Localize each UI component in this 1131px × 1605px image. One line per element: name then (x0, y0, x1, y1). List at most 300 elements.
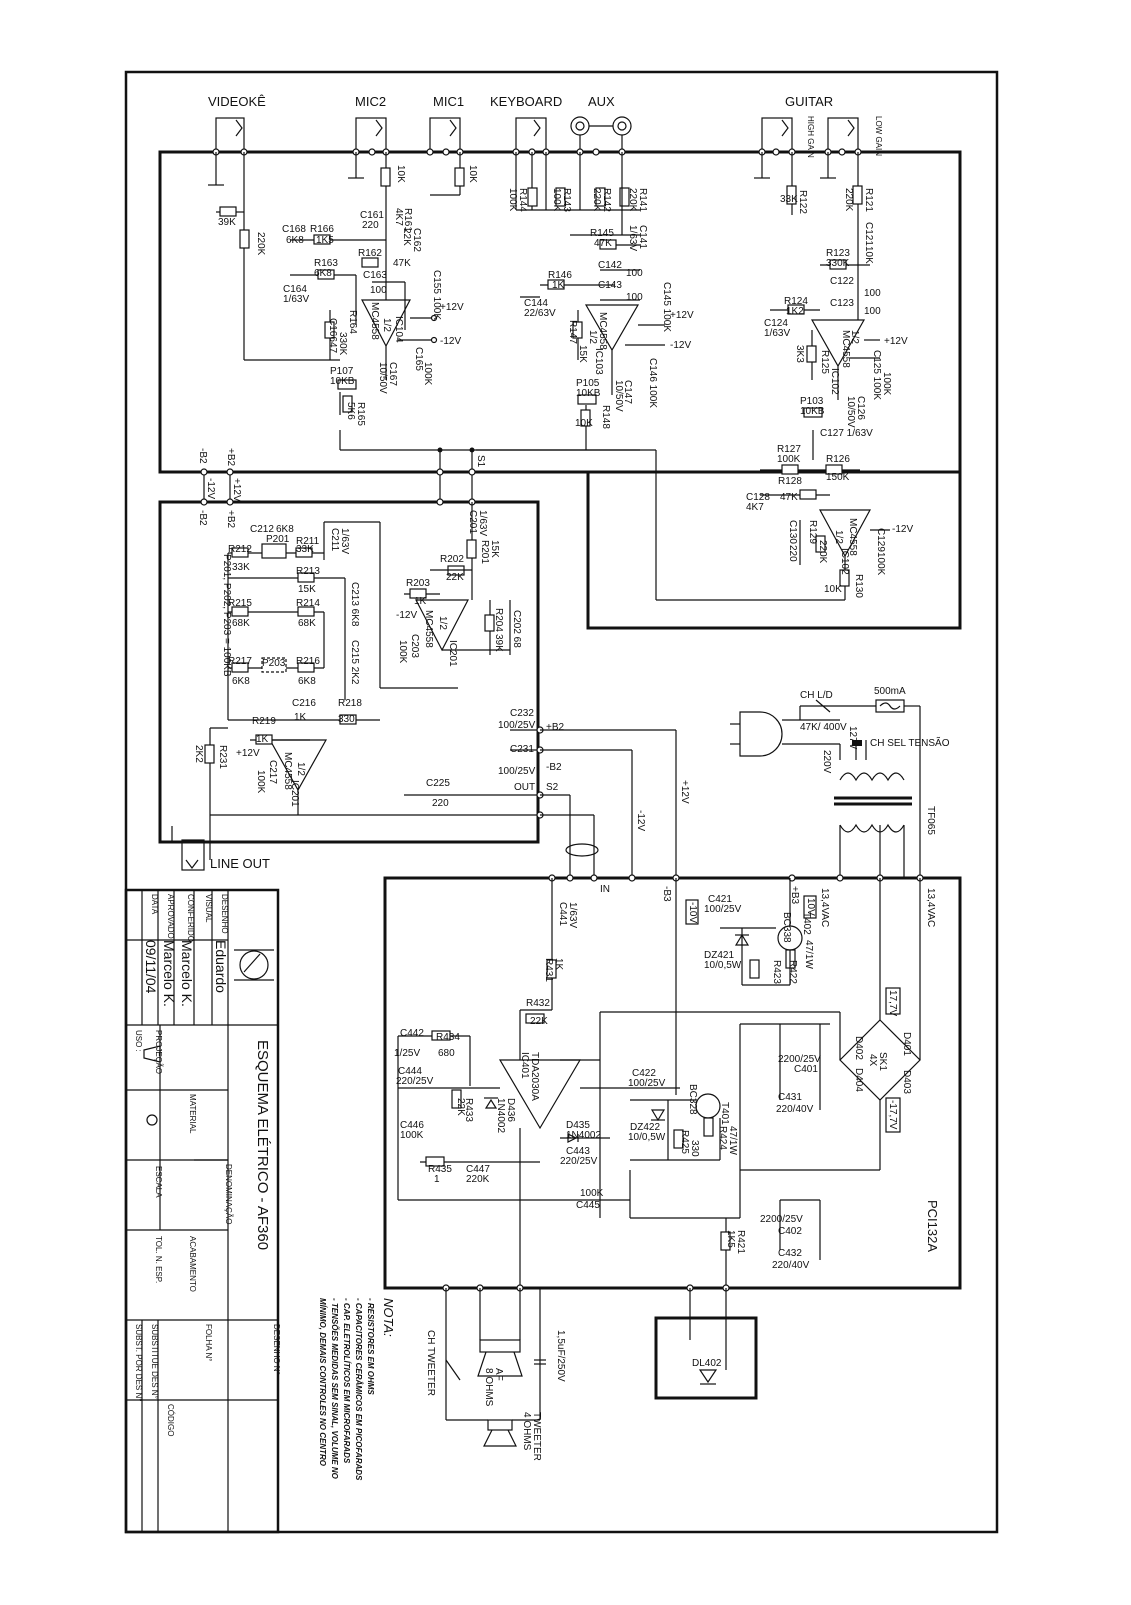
svg-text:8 OHMS: 8 OHMS (483, 1368, 494, 1407)
svg-text:IN: IN (600, 884, 610, 895)
svg-text:15K: 15K (489, 540, 500, 558)
svg-text:330: 330 (338, 714, 355, 725)
svg-text:R128: R128 (778, 476, 802, 487)
svg-text:680: 680 (438, 1048, 455, 1059)
svg-text:1K: 1K (552, 280, 565, 291)
svg-text:DESENHO: DESENHO (220, 894, 229, 934)
svg-text:100K: 100K (507, 188, 518, 212)
svg-text:+12V: +12V (236, 748, 260, 759)
svg-text:500mA: 500mA (874, 686, 906, 697)
svg-text:220: 220 (362, 220, 379, 231)
svg-text:33K: 33K (296, 544, 314, 555)
svg-text:10KB: 10KB (576, 388, 601, 399)
svg-text:1/2: 1/2 (437, 616, 448, 630)
svg-text:R161: R161 (402, 208, 413, 232)
svg-text:R146: R146 (548, 270, 572, 281)
svg-text:ACABAMENTO: ACABAMENTO (188, 1236, 197, 1292)
svg-text:-12V: -12V (205, 478, 216, 500)
svg-text:100: 100 (626, 292, 643, 303)
svg-text:R422: R422 (787, 960, 798, 984)
svg-text:C232: C232 (510, 708, 534, 719)
svg-text:C122: C122 (830, 276, 854, 287)
svg-text:R435: R435 (428, 1164, 452, 1175)
svg-text:C203: C203 (409, 634, 420, 658)
svg-text:22K: 22K (446, 572, 464, 583)
svg-text:R127: R127 (777, 444, 801, 455)
svg-text:4K7: 4K7 (393, 208, 404, 226)
svg-text:220K: 220K (843, 188, 854, 212)
svg-text:CH SEL TENSÃO: CH SEL TENSÃO (870, 738, 950, 749)
svg-text:Marcelo K.: Marcelo K. (179, 940, 195, 1007)
svg-text:C202 68: C202 68 (511, 610, 522, 648)
svg-text:100/25V: 100/25V (498, 766, 536, 777)
svg-text:68K: 68K (232, 618, 250, 629)
svg-text:2K2: 2K2 (193, 745, 204, 763)
svg-text:- TENSÕES MEDIDAS SEM SINAL, V: - TENSÕES MEDIDAS SEM SINAL, VOLUME NO (330, 1298, 339, 1479)
svg-text:100/25V: 100/25V (628, 1078, 666, 1089)
svg-text:47: 47 (327, 342, 338, 354)
svg-text:R431: R431 (543, 958, 554, 982)
svg-text:10/0,5W: 10/0,5W (704, 960, 742, 971)
svg-text:C445: C445 (576, 1200, 600, 1211)
svg-text:D404: D404 (853, 1068, 864, 1092)
svg-text:100K: 100K (422, 362, 433, 386)
svg-text:5K6: 5K6 (345, 402, 356, 420)
svg-text:C142: C142 (598, 260, 622, 271)
svg-text:10/50V: 10/50V (845, 396, 856, 428)
svg-text:220/40V: 220/40V (776, 1104, 814, 1115)
svg-text:MC4558: MC4558 (423, 610, 434, 648)
svg-text:C402: C402 (778, 1226, 802, 1237)
svg-text:AF: AF (493, 1368, 504, 1381)
svg-text:+12V: +12V (231, 478, 242, 502)
svg-text:C167: C167 (387, 362, 398, 386)
svg-text:APROVADO: APROVADO (166, 894, 175, 939)
svg-text:13,4VAC: 13,4VAC (819, 888, 830, 928)
svg-text:+B3: +B3 (789, 886, 800, 905)
svg-text:R130: R130 (853, 574, 864, 598)
svg-text:1K: 1K (414, 596, 427, 607)
svg-text:-B2: -B2 (546, 762, 562, 773)
svg-text:C147: C147 (622, 380, 633, 404)
svg-text:C144: C144 (524, 298, 548, 309)
svg-text:R166: R166 (310, 224, 334, 235)
svg-text:330K: 330K (826, 258, 850, 269)
svg-text:100: 100 (864, 288, 881, 299)
svg-text:C442: C442 (400, 1028, 424, 1039)
svg-text:MC4558: MC4558 (282, 752, 293, 790)
svg-text:R434: R434 (436, 1032, 460, 1043)
svg-text:47K/ 400V: 47K/ 400V (800, 722, 847, 733)
svg-text:C431: C431 (778, 1092, 802, 1103)
svg-text:R212: R212 (228, 544, 252, 555)
svg-text:R433: R433 (463, 1098, 474, 1122)
drawing-title: ESQUEMA ELÉTRICO - AF360 (254, 1040, 271, 1251)
svg-text:220/25V: 220/25V (396, 1076, 434, 1087)
svg-text:C447: C447 (466, 1164, 490, 1175)
svg-text:2200/25V: 2200/25V (760, 1214, 803, 1225)
svg-text:R423: R423 (771, 960, 782, 984)
svg-text:CONFERIDO: CONFERIDO (186, 894, 195, 942)
svg-text:C121: C121 (863, 222, 874, 246)
svg-text:P103: P103 (800, 396, 824, 407)
svg-text:TOL. N. ESP.: TOL. N. ESP. (154, 1236, 163, 1284)
svg-text:D402: D402 (853, 1036, 864, 1060)
svg-text:39K: 39K (218, 217, 236, 228)
svg-text:MC4558: MC4558 (369, 302, 380, 340)
svg-text:R121: R121 (863, 188, 874, 212)
svg-text:R144: R144 (517, 188, 528, 212)
svg-text:R215: R215 (228, 598, 252, 609)
svg-text:220: 220 (432, 798, 449, 809)
svg-text:1/2: 1/2 (295, 762, 306, 776)
svg-text:R141: R141 (637, 188, 648, 212)
svg-text:C441: C441 (557, 902, 568, 926)
svg-text:C165: C165 (413, 347, 424, 371)
svg-text:P201: P201 (266, 534, 290, 545)
svg-text:D403: D403 (901, 1070, 912, 1094)
svg-text:C125 100K: C125 100K (871, 350, 882, 401)
svg-text:-12V: -12V (670, 340, 692, 351)
svg-text:C446: C446 (400, 1120, 424, 1131)
svg-text:FOLHA N°: FOLHA N° (204, 1324, 213, 1362)
svg-text:PROJEÇÃO: PROJEÇÃO (154, 1030, 163, 1075)
svg-text:C128: C128 (746, 492, 770, 503)
svg-text:6K8: 6K8 (286, 235, 304, 246)
svg-text:100K: 100K (397, 640, 408, 664)
svg-text:220K: 220K (817, 540, 828, 564)
svg-text:10KB: 10KB (330, 376, 355, 387)
svg-text:33K: 33K (780, 194, 798, 205)
svg-text:C127 1/63V: C127 1/63V (820, 428, 873, 439)
svg-text:MÍNIMO, DEMAIS CONTROLES NO CE: MÍNIMO, DEMAIS CONTROLES NO CENTRO (318, 1298, 327, 1466)
svg-text:TWEETER: TWEETER (531, 1412, 542, 1461)
svg-text:PCI132A: PCI132A (925, 1200, 940, 1253)
svg-text:IC102: IC102 (839, 548, 850, 575)
svg-text:MC4558: MC4558 (840, 330, 851, 368)
svg-text:IC401: IC401 (519, 1052, 530, 1079)
svg-text:C215 2K2: C215 2K2 (349, 640, 360, 685)
svg-text:15K: 15K (577, 345, 588, 363)
svg-text:10K: 10K (575, 418, 593, 429)
svg-text:15K: 15K (298, 584, 316, 595)
svg-text:C123: C123 (830, 298, 854, 309)
svg-text:17,7V: 17,7V (887, 990, 898, 1017)
svg-text:SK1: SK1 (877, 1052, 888, 1071)
svg-text:C211: C211 (329, 528, 340, 552)
svg-text:100K: 100K (400, 1130, 424, 1141)
svg-text:R143: R143 (561, 188, 572, 212)
svg-text:- CAP. ELETROLÍTICOS EM MICROF: - CAP. ELETROLÍTICOS EM MICROFARADS (342, 1298, 351, 1464)
svg-text:10K: 10K (824, 584, 842, 595)
svg-text:TF065: TF065 (925, 806, 936, 835)
svg-text:SUBST. POR DES N°: SUBST. POR DES N° (134, 1324, 143, 1402)
svg-text:6K8: 6K8 (298, 676, 316, 687)
svg-text:C432: C432 (778, 1248, 802, 1259)
svg-text:S1: S1 (475, 455, 486, 468)
svg-text:+B2: +B2 (225, 448, 236, 467)
svg-text:1/63V: 1/63V (283, 294, 310, 305)
svg-text:R202: R202 (440, 554, 464, 565)
svg-text:+B2: +B2 (225, 510, 236, 529)
svg-text:DZ422: DZ422 (630, 1122, 661, 1133)
svg-text:220: 220 (787, 545, 798, 562)
svg-text:R217: R217 (228, 656, 252, 667)
line-out-label: LINE OUT (210, 856, 270, 871)
guitar-label: GUITAR (785, 94, 834, 109)
svg-text:DESENHO N°: DESENHO N° (272, 1324, 281, 1375)
svg-text:P107: P107 (330, 366, 354, 377)
svg-text:S2: S2 (546, 782, 559, 793)
svg-text:6K8: 6K8 (276, 524, 294, 535)
svg-text:C217: C217 (267, 760, 278, 784)
svg-text:1K: 1K (553, 958, 564, 971)
svg-text:T401: T401 (719, 1102, 730, 1125)
svg-text:10/50V: 10/50V (377, 362, 388, 394)
svg-text:100K: 100K (881, 372, 892, 396)
svg-text:C166: C166 (327, 318, 338, 342)
svg-text:R425: R425 (679, 1130, 690, 1154)
svg-text:100/25V: 100/25V (498, 720, 536, 731)
svg-text:1K: 1K (256, 734, 269, 745)
svg-text:1N4002: 1N4002 (495, 1098, 506, 1134)
svg-text:C164: C164 (283, 284, 307, 295)
svg-text:C216: C216 (292, 698, 316, 709)
svg-text:SUBSTITUE DES N°: SUBSTITUE DES N° (150, 1324, 159, 1399)
svg-text:R165: R165 (355, 402, 366, 426)
svg-text:- RESISTORES EM OHMS: - RESISTORES EM OHMS (366, 1298, 375, 1395)
svg-text:1/63V: 1/63V (567, 902, 578, 929)
svg-text:10V: 10V (805, 898, 816, 916)
svg-text:BC328: BC328 (687, 1084, 698, 1115)
svg-text:220V: 220V (821, 750, 832, 774)
svg-text:R203: R203 (406, 578, 430, 589)
svg-text:R162: R162 (358, 248, 382, 259)
svg-text:1K5: 1K5 (316, 235, 334, 246)
svg-text:1K2: 1K2 (786, 306, 804, 317)
svg-text:100K: 100K (580, 1188, 604, 1199)
svg-text:VISUAL: VISUAL (204, 894, 213, 923)
svg-text:C401: C401 (794, 1064, 818, 1075)
svg-text:10K: 10K (863, 246, 874, 264)
svg-text:BC338: BC338 (781, 912, 792, 943)
svg-text:4K7: 4K7 (746, 502, 764, 513)
svg-text:DZ421: DZ421 (704, 950, 735, 961)
svg-text:R432: R432 (526, 998, 550, 1009)
svg-text:1/63V: 1/63V (627, 225, 638, 252)
svg-text:C422: C422 (632, 1068, 656, 1079)
svg-text:D436: D436 (505, 1098, 516, 1122)
svg-text:-10V: -10V (687, 902, 698, 924)
svg-text:1/63V: 1/63V (339, 528, 350, 555)
svg-text:C162: C162 (411, 228, 422, 252)
svg-text:47K: 47K (594, 238, 612, 249)
svg-text:10K: 10K (395, 165, 406, 183)
svg-text:R421: R421 (735, 1230, 746, 1254)
svg-text:100: 100 (864, 306, 881, 317)
svg-text:C163: C163 (363, 270, 387, 281)
svg-text:100/25V: 100/25V (704, 904, 742, 915)
svg-text:6K8: 6K8 (314, 268, 332, 279)
svg-text:1/25V: 1/25V (394, 1048, 421, 1059)
svg-text:1K5: 1K5 (725, 1230, 736, 1248)
svg-text:R204: R204 (493, 608, 504, 632)
svg-text:R123: R123 (826, 248, 850, 259)
svg-text:IC201: IC201 (289, 780, 300, 807)
svg-text:R163: R163 (314, 258, 338, 269)
svg-text:1/2: 1/2 (587, 330, 598, 344)
svg-text:C129: C129 (875, 528, 886, 552)
svg-text:R218: R218 (338, 698, 362, 709)
svg-text:220/40V: 220/40V (772, 1260, 810, 1271)
svg-text:330: 330 (689, 1140, 700, 1157)
svg-text:100K: 100K (255, 770, 266, 794)
svg-text:R126: R126 (826, 454, 850, 465)
svg-text:P105: P105 (576, 378, 600, 389)
svg-text:CH L/D: CH L/D (800, 690, 833, 701)
aux-label: AUX (588, 94, 615, 109)
low-gain-label: LOW GAIN (874, 116, 883, 157)
svg-text:22K: 22K (401, 228, 412, 246)
svg-text:1: 1 (434, 1174, 440, 1185)
svg-text:- CAPACITORES CERÂMICOS EM PIC: - CAPACITORES CERÂMICOS EM PICOFARADS (354, 1298, 363, 1481)
svg-text:33K: 33K (232, 562, 250, 573)
svg-text:R147: R147 (567, 320, 578, 344)
svg-text:220/25V: 220/25V (560, 1156, 598, 1167)
svg-text:DENOMINAÇÃO: DENOMINAÇÃO (224, 1164, 233, 1225)
svg-text:1/2: 1/2 (849, 330, 860, 344)
svg-text:IC201: IC201 (447, 640, 458, 667)
svg-text:220K: 220K (466, 1174, 490, 1185)
svg-text:ESCALA: ESCALA (154, 1166, 163, 1198)
svg-text:+12V: +12V (440, 302, 464, 313)
svg-text:220K: 220K (255, 232, 266, 256)
svg-text:R216: R216 (296, 656, 320, 667)
svg-text:C145 100K: C145 100K (661, 282, 672, 333)
svg-text:R125: R125 (819, 350, 830, 374)
svg-text:R201: R201 (479, 540, 490, 564)
svg-text:C141: C141 (637, 225, 648, 249)
svg-text:R219: R219 (252, 716, 276, 727)
svg-text:MATERIAL: MATERIAL (188, 1094, 197, 1134)
svg-text:CÓDIGO: CÓDIGO (166, 1404, 175, 1437)
svg-text:1/63V: 1/63V (764, 328, 791, 339)
svg-text:-12V: -12V (635, 810, 646, 832)
svg-text:C143: C143 (598, 280, 622, 291)
svg-text:09/11/04: 09/11/04 (143, 940, 159, 994)
svg-text:22K: 22K (530, 1016, 548, 1027)
svg-text:47K: 47K (393, 258, 411, 269)
svg-text:100K: 100K (875, 552, 886, 576)
notes-title: NOTA: (381, 1298, 396, 1337)
svg-text:-12V: -12V (892, 524, 914, 535)
svg-text:68K: 68K (298, 618, 316, 629)
svg-text:C130: C130 (787, 520, 798, 544)
svg-text:C126: C126 (855, 396, 866, 420)
svg-text:C155 100K: C155 100K (431, 270, 442, 321)
svg-text:T402: T402 (801, 912, 812, 935)
svg-text:C444: C444 (398, 1066, 422, 1077)
svg-text:100K: 100K (777, 454, 801, 465)
svg-text:150K: 150K (826, 472, 850, 483)
svg-text:P203: P203 (262, 658, 286, 669)
svg-text:DL402: DL402 (692, 1358, 722, 1369)
svg-text:4 OHMS: 4 OHMS (521, 1412, 532, 1451)
svg-text:C443: C443 (566, 1146, 590, 1157)
svg-text:+12V: +12V (670, 310, 694, 321)
svg-text:+12V: +12V (884, 336, 908, 347)
svg-text:R424: R424 (717, 1126, 728, 1150)
svg-text:330K: 330K (337, 332, 348, 356)
svg-text:C201: C201 (467, 510, 478, 534)
svg-text:127V: 127V (847, 726, 858, 750)
svg-text:DATA: DATA (150, 894, 159, 915)
svg-text:C212: C212 (250, 524, 274, 535)
svg-text:IC102: IC102 (829, 368, 840, 395)
svg-text:-12V: -12V (396, 610, 418, 621)
svg-text:10K: 10K (467, 165, 478, 183)
svg-text:1K: 1K (294, 712, 307, 723)
svg-text:+B2: +B2 (546, 722, 565, 733)
svg-text:4X: 4X (867, 1054, 878, 1067)
svg-text:R145: R145 (590, 228, 614, 239)
svg-text:220K: 220K (591, 188, 602, 212)
svg-text:C225: C225 (426, 778, 450, 789)
svg-text:1/63V: 1/63V (477, 510, 488, 537)
svg-text:22K: 22K (455, 1098, 466, 1116)
svg-text:C213 6K8: C213 6K8 (349, 582, 360, 627)
svg-text:Eduardo: Eduardo (213, 940, 229, 993)
svg-text:P201, P202, P203 = 100KB: P201, P202, P203 = 100KB (221, 554, 232, 677)
svg-text:1N4002: 1N4002 (566, 1130, 602, 1141)
mic2-label: MIC2 (355, 94, 387, 109)
svg-text:47/1W: 47/1W (727, 1126, 738, 1155)
svg-text:C231: C231 (510, 744, 534, 755)
svg-text:R164: R164 (347, 310, 358, 334)
svg-text:Marcelo K.: Marcelo K. (161, 940, 177, 1007)
svg-text:-B2: -B2 (197, 510, 208, 526)
svg-text:100: 100 (626, 268, 643, 279)
svg-text:R129: R129 (807, 520, 818, 544)
videoke-label: VIDEOKÊ (208, 94, 266, 109)
svg-text:+12V: +12V (679, 780, 690, 804)
svg-text:47K: 47K (780, 492, 798, 503)
svg-text:220K: 220K (627, 188, 638, 212)
svg-text:10/0,5W: 10/0,5W (628, 1132, 666, 1143)
svg-text:R213: R213 (296, 566, 320, 577)
high-gain-label: HIGH GAIN (806, 116, 815, 158)
svg-text:R124: R124 (784, 296, 808, 307)
svg-text:R211: R211 (296, 536, 320, 547)
svg-text:D435: D435 (566, 1120, 590, 1131)
svg-text:OUT: OUT (514, 782, 536, 793)
svg-text:R231: R231 (217, 745, 228, 769)
keyboard-label: KEYBOARD (490, 94, 563, 109)
svg-text:6K8: 6K8 (232, 676, 250, 687)
svg-text:R148: R148 (600, 405, 611, 429)
svg-text:-12V: -12V (440, 336, 462, 347)
svg-text:IC103: IC103 (593, 348, 604, 375)
svg-text:C168: C168 (282, 224, 306, 235)
svg-text:100: 100 (370, 285, 387, 296)
svg-text:USO :: USO : (134, 1030, 143, 1052)
svg-text:R214: R214 (296, 598, 320, 609)
svg-text:C161: C161 (360, 210, 384, 221)
svg-text:-17,7V: -17,7V (887, 1100, 898, 1130)
svg-text:39K: 39K (493, 634, 504, 652)
svg-text:R122: R122 (797, 190, 808, 214)
svg-text:1,5uF/250V: 1,5uF/250V (555, 1330, 566, 1382)
